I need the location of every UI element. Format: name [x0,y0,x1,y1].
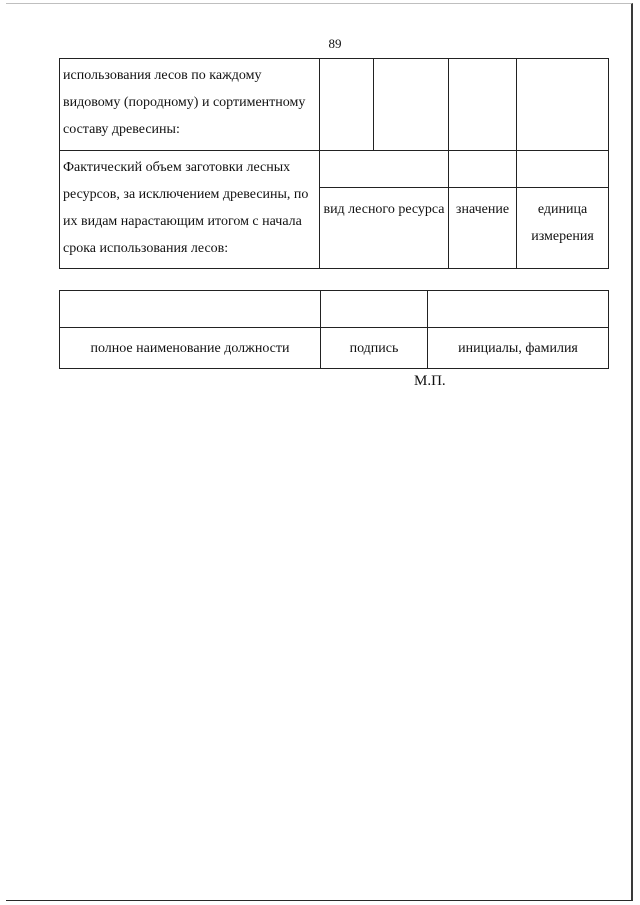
empty-cell[interactable] [320,59,374,151]
empty-cell[interactable] [374,59,449,151]
forest-resources-table [59,58,609,269]
signature-label: подпись [321,328,428,369]
empty-cell[interactable] [320,151,449,188]
name-label: инициалы, фамилия [428,328,609,369]
table-row [60,59,609,151]
row-description-wood-assortment: использования лесов по каждому видовому (породному) и сортиментному составу древесины: [60,59,320,151]
stamp-placeholder: М.П. [414,373,446,389]
empty-cell[interactable] [517,59,609,151]
header-value: значение [449,188,517,269]
table-row [60,291,609,328]
empty-cell[interactable] [517,151,609,188]
row-description-non-wood-resources: Фактический объем заготовки лесных ресурсов, за исключением древесины, по их видам нарастающим итогом с начала срока использования лесов: [60,151,320,269]
table-row [60,151,609,188]
signature-table [59,290,609,369]
position-label: полное наименование должности [60,328,321,369]
empty-cell[interactable] [449,151,517,188]
position-input-cell[interactable] [60,291,321,328]
empty-cell[interactable] [449,59,517,151]
page-number: 89 [328,36,342,51]
signature-input-cell[interactable] [321,291,428,328]
header-resource-type: вид лесного ресурса [320,188,449,269]
table-row [60,328,609,369]
header-unit: единица измерения [517,188,609,269]
name-input-cell[interactable] [428,291,609,328]
